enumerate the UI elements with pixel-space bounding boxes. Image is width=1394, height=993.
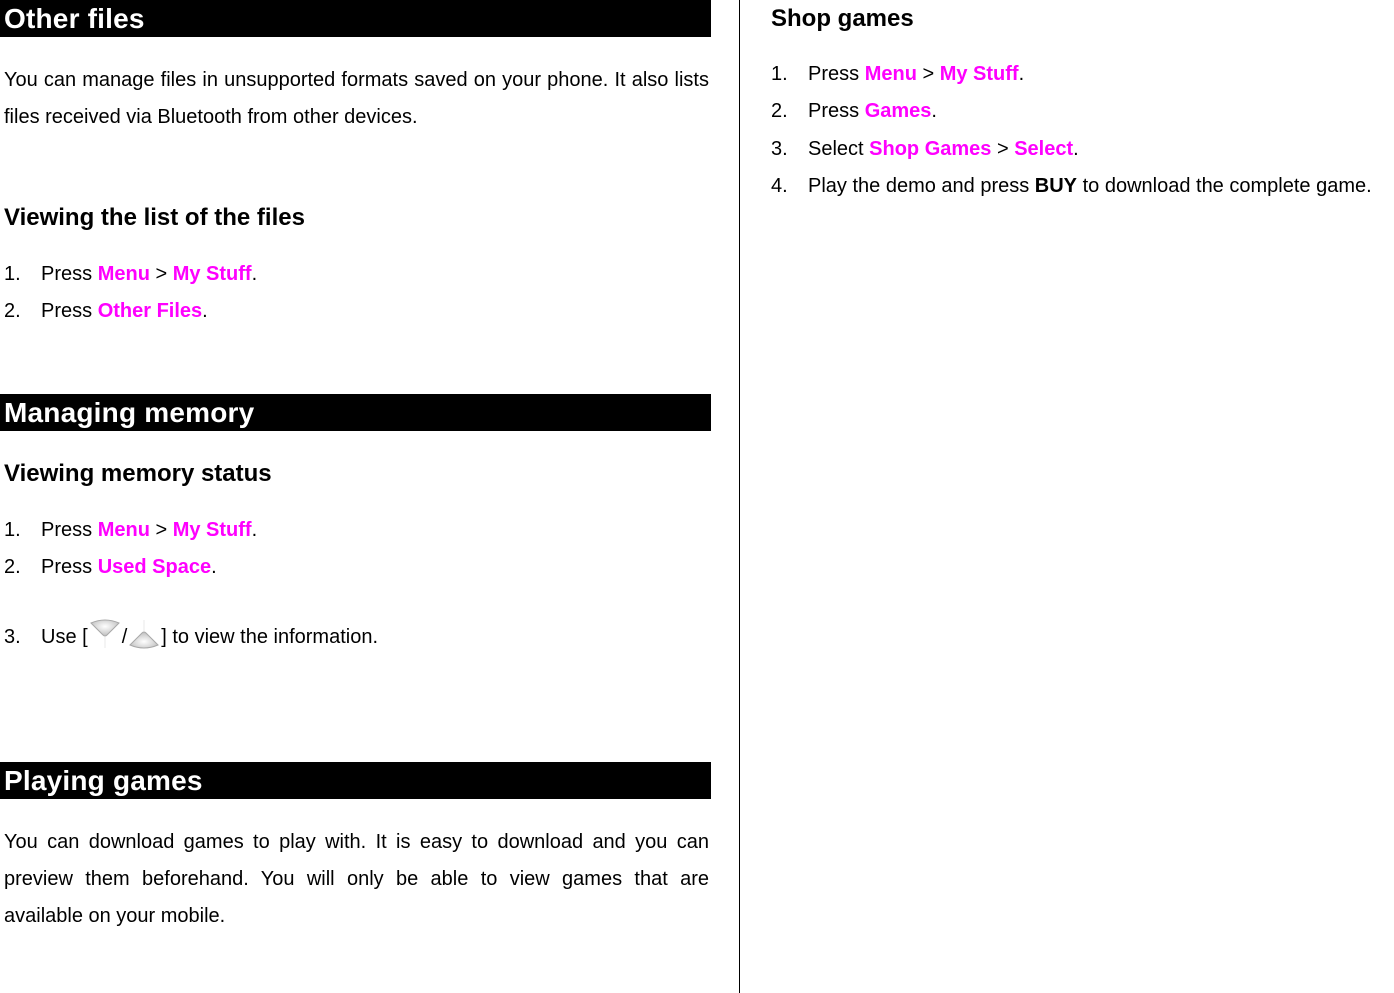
step-end: . xyxy=(211,556,217,578)
section-title-other-files: Other files xyxy=(0,0,711,37)
select-label: Select xyxy=(1014,138,1074,160)
step-number: 1. xyxy=(771,63,788,85)
step-text: Use [ xyxy=(41,626,88,648)
step-text-end: ] to view the information. xyxy=(161,626,379,648)
memory-step-2 xyxy=(4,554,217,580)
step-separator: > xyxy=(991,138,1015,160)
playing-games-description: You can download games to play with. It is easy to download and you can preview them beforehand. You will only be able to view games that are available on your mobile. xyxy=(4,831,709,927)
my-stuff-label: My Stuff xyxy=(172,519,252,541)
step-number: 1. xyxy=(4,519,21,541)
step-text: Press xyxy=(41,263,98,285)
step-end: . xyxy=(1018,63,1025,85)
shop-games-heading: Shop games xyxy=(771,5,914,32)
column-divider xyxy=(739,0,740,993)
step-text: Select xyxy=(808,138,870,160)
other-files-description: You can manage files in unsupported formats saved on your phone. It also lists files received via Bluetooth from other devices. xyxy=(4,69,709,128)
step-end: . xyxy=(251,519,258,541)
menu-key-label: Menu xyxy=(97,263,150,285)
memory-step-3 xyxy=(4,619,378,650)
nav-down-key-icon xyxy=(127,619,161,649)
step-number: 2. xyxy=(4,300,21,322)
step-number: 4. xyxy=(771,175,788,197)
shop-step-4 xyxy=(771,173,1372,199)
shop-step-3 xyxy=(771,136,1079,162)
step-end: . xyxy=(202,300,208,322)
games-label: Games xyxy=(864,100,932,122)
shop-step-2 xyxy=(771,98,937,124)
step-end: . xyxy=(1073,138,1079,160)
viewing-files-heading: Viewing the list of the files xyxy=(4,204,305,231)
memory-status-heading: Viewing memory status xyxy=(4,460,272,487)
step-end: . xyxy=(251,263,258,285)
step-text: Press xyxy=(808,63,865,85)
files-step-1 xyxy=(4,261,257,287)
other-files-label: Other Files xyxy=(97,300,203,322)
section-title-managing-memory: Managing memory xyxy=(0,394,711,431)
step-separator: > xyxy=(149,263,173,285)
step-number: 3. xyxy=(4,626,21,648)
memory-step-1 xyxy=(4,517,257,543)
shop-games-label: Shop Games xyxy=(869,138,992,160)
menu-key-label: Menu xyxy=(864,63,917,85)
step-text: Press xyxy=(808,100,865,122)
shop-step-1 xyxy=(771,61,1024,87)
my-stuff-label: My Stuff xyxy=(172,263,252,285)
nav-up-key-icon xyxy=(88,619,122,649)
step-number: 3. xyxy=(771,138,788,160)
step-number: 2. xyxy=(4,556,21,578)
menu-key-label: Menu xyxy=(97,519,150,541)
step-number: 2. xyxy=(771,100,788,122)
my-stuff-label: My Stuff xyxy=(939,63,1019,85)
step-text-end: to download the complete game. xyxy=(1077,175,1372,197)
section-title-playing-games: Playing games xyxy=(0,762,711,799)
step-separator: > xyxy=(916,63,940,85)
files-step-2 xyxy=(4,298,208,324)
step-end: . xyxy=(931,100,937,122)
step-text: Press xyxy=(41,519,98,541)
step-text: Play the demo and press xyxy=(808,175,1035,197)
step-slash: / xyxy=(121,626,128,648)
step-number: 1. xyxy=(4,263,21,285)
step-text: Press xyxy=(41,556,98,578)
buy-key-label: BUY xyxy=(1034,175,1078,197)
step-separator: > xyxy=(149,519,173,541)
used-space-label: Used Space xyxy=(97,556,212,578)
step-text: Press xyxy=(41,300,98,322)
